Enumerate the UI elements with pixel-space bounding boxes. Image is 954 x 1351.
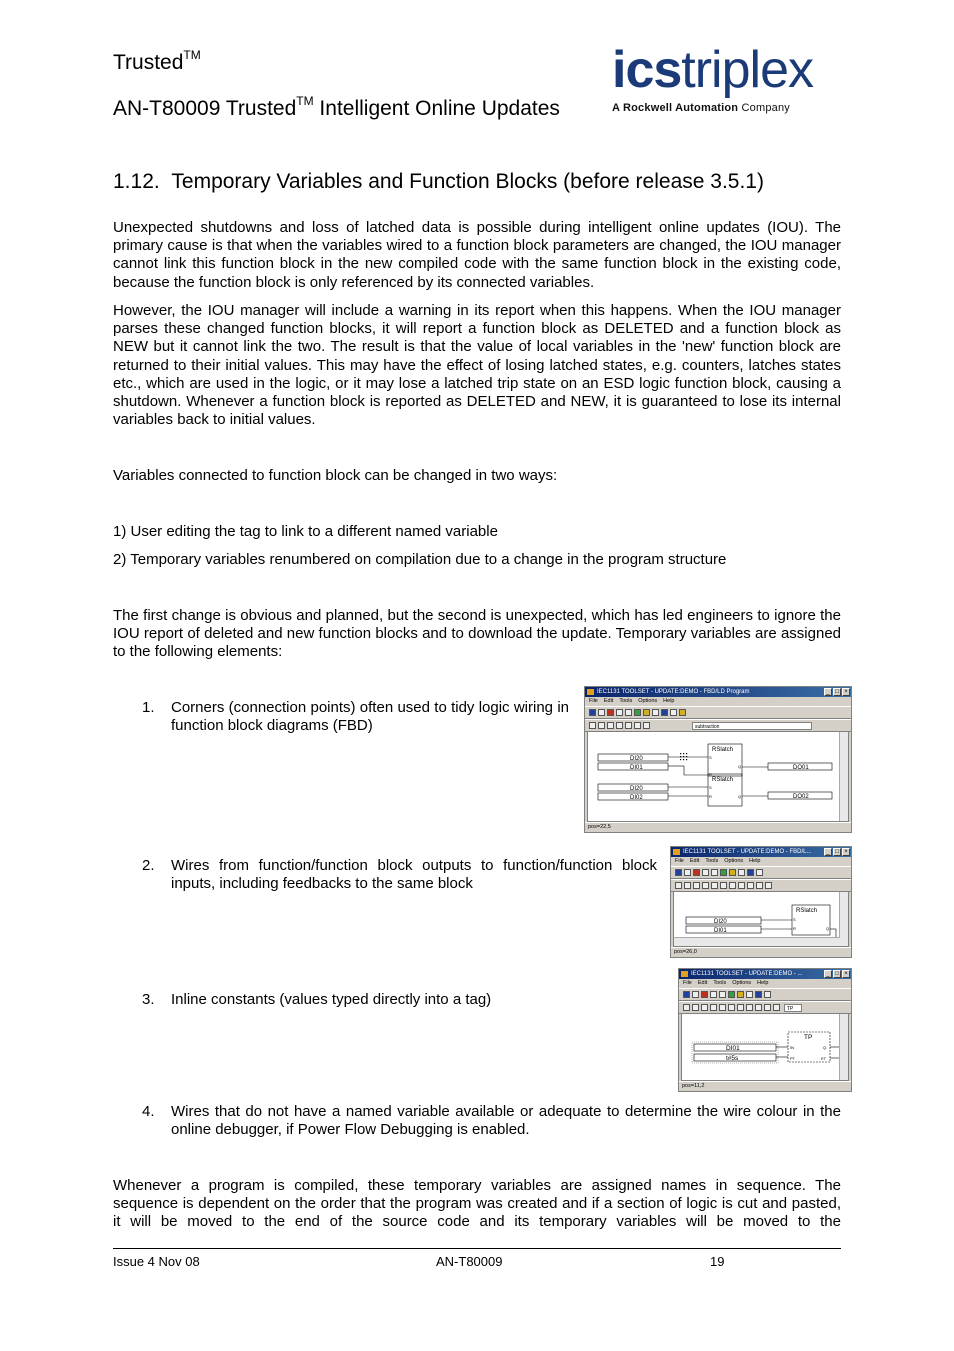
minimize-icon: _ [824, 688, 832, 696]
corner-icon [634, 722, 641, 729]
screenshot-fbd-wires [670, 846, 852, 958]
link-icon [711, 882, 718, 889]
label-di20-a: DI20 [630, 756, 643, 762]
logo-sub-main: A Rockwell Automation [612, 102, 739, 114]
menu-bar [585, 697, 851, 706]
vertical-scrollbar [839, 892, 848, 946]
menu-tools: Tools [619, 698, 633, 704]
close-icon: × [842, 848, 850, 856]
return-icon [747, 882, 754, 889]
list-item-2-text: Wires from function/function block outputs to function/function block inputs, including feedbacks to the same block [171, 857, 657, 893]
fbd-diagram-3 [682, 1014, 849, 1081]
maximize-icon: □ [833, 688, 841, 696]
list-item-4-text: Wires that do not have a named variable available or adequate to determine the wire colour in the online debugger, if Power Flow Debugging is enabled. [171, 1103, 841, 1139]
paragraph-7: Whenever a program is compiled, these temporary variables are assigned names in sequence. The sequence is dependent on the order that the program was created and if a section of logic is cut and pasted, it will be moved to the end of the source code and its temporary variables will be moved to the [113, 1177, 841, 1231]
status-bar: pos=11,2 [679, 1081, 851, 1091]
minimize-icon: _ [824, 970, 832, 978]
footer-issue: Issue 4 Nov 08 [113, 1254, 200, 1269]
menu-options: Options [638, 698, 658, 704]
block-type-combo: subtraction [692, 722, 812, 730]
copy-icon [702, 869, 709, 876]
label-di01: DI01 [714, 928, 727, 934]
select-icon [683, 1004, 690, 1011]
paste-icon [719, 991, 726, 998]
grid-icon [764, 991, 771, 998]
contact-icon [764, 1004, 771, 1011]
label-s-2: S [709, 785, 712, 790]
label-do01: DO01 [793, 765, 809, 771]
label-q-2: Q [738, 794, 742, 799]
jump-icon [729, 882, 736, 889]
window-title-bar: IEC1131 TOOLSET - UPDATE:DEMO - FBD/L... _ □ × [671, 847, 851, 857]
label-di02: DI02 [630, 795, 643, 801]
select-icon [675, 882, 682, 889]
maximize-icon: □ [833, 848, 841, 856]
corner-icon [720, 882, 727, 889]
menu-edit: Edit [689, 858, 700, 864]
fbd-diagram-1 [588, 732, 842, 815]
label-s: S [793, 917, 796, 922]
save-icon [692, 991, 699, 998]
save-icon [598, 709, 605, 716]
app-icon [587, 689, 594, 695]
label-icon [746, 1004, 753, 1011]
fbd-canvas [673, 891, 849, 947]
menu-help: Help [749, 858, 761, 864]
app-icon [673, 849, 680, 855]
variable-icon [693, 882, 700, 889]
block-icon [684, 882, 691, 889]
compile-icon [720, 869, 727, 876]
variable-icon [607, 722, 614, 729]
debug-icon [729, 869, 736, 876]
block-icon [692, 1004, 699, 1011]
new-icon [683, 991, 690, 998]
logo-sub-company: Company [741, 102, 790, 114]
link-icon [625, 722, 632, 729]
label-di20: DI20 [714, 919, 727, 925]
copy-icon [616, 709, 623, 716]
paragraph-1: Unexpected shutdowns and loss of latched data is possible during intelligent online updates (IOU). The primary cause is that when the variables wired to a function block parameters are changed, the IOU manager cannot link this function block in the new compiled code with the same function block in the existing code, because the function block is only referenced by its connected variables. [113, 219, 841, 291]
status-bar: pos=26,0 [671, 947, 851, 957]
toolbar-1 [585, 706, 851, 719]
close-icon: × [842, 970, 850, 978]
label-r: R [793, 926, 796, 931]
menu-tools: Tools [705, 858, 719, 864]
new-icon [675, 869, 682, 876]
menu-help: Help [757, 980, 769, 986]
cut-icon [701, 991, 708, 998]
new-icon [589, 709, 596, 716]
zoom-icon [755, 991, 762, 998]
footer-rule [113, 1248, 841, 1249]
paragraph-2: However, the IOU manager will include a warning in its report when this happens. When the IOU manager parses these changed function blocks, it will report a function block as DELETED and a function block as NEW but it cannot link the two. The result is that the value of local variables in the 'new' function block are returned to their initial values. This may have the effect of losing latched states, e.g. counters, latches states etc., which are used in the logic, or it may lose a latched trip state on an ESD logic function block, causing a shutdown. Whenever a function block is reported as DELETED and NEW, it is guaranteed to lose its internal variables back to initial values. [113, 302, 841, 429]
jump-icon [737, 1004, 744, 1011]
label-s-1: S [709, 755, 712, 760]
menu-options: Options [732, 980, 752, 986]
compile-icon [728, 991, 735, 998]
paragraph-5: 2) Temporary variables renumbered on compilation due to a change in the program structure [113, 551, 727, 568]
label-tp: TP [804, 1034, 813, 1041]
window-title-bar: IEC1131 TOOLSET - UPDATE:DEMO - FBD/LD Program _ □ × [585, 687, 851, 697]
paste-icon [711, 869, 718, 876]
vertical-scrollbar [839, 1014, 848, 1080]
list-item-3-number: 3. [142, 991, 155, 1008]
label-di01: DI01 [726, 1045, 740, 1052]
compile-icon [634, 709, 641, 716]
menu-edit: Edit [603, 698, 614, 704]
list-item-4-number: 4. [142, 1103, 155, 1120]
save-icon [684, 869, 691, 876]
label-rslatch-1: RSlatch [712, 747, 734, 753]
label-q: Q [826, 926, 830, 931]
company-logo [612, 41, 846, 114]
comment-icon [710, 1004, 717, 1011]
window-title-bar: IEC1131 TOOLSET - UPDATE:DEMO - ... _ □ × [679, 969, 851, 979]
label-q-1: Q [738, 764, 742, 769]
menu-options: Options [724, 858, 744, 864]
horizontal-scrollbar [674, 937, 840, 946]
minimize-icon: _ [824, 848, 832, 856]
coil-icon [773, 1004, 780, 1011]
label-r-2: R [709, 794, 712, 799]
footer-doc: AN-T80009 [436, 1254, 503, 1269]
maximize-icon: □ [833, 970, 841, 978]
toolbar-1 [679, 988, 851, 1001]
fbd-canvas [681, 1013, 849, 1081]
fbd-canvas [587, 731, 849, 822]
list-item-1-number: 1. [142, 699, 155, 716]
label-rslatch: RSlatch [796, 908, 818, 914]
label-do02: DO02 [793, 794, 809, 800]
menu-file: File [683, 980, 692, 986]
cut-icon [607, 709, 614, 716]
screenshot-inline-constants [678, 968, 852, 1092]
logo-triplex: triplex [681, 41, 814, 99]
toolbar-1 [671, 866, 851, 879]
status-bar: pos=22,5 [585, 822, 851, 832]
section-heading: 1.12. Temporary Variables and Function Blocks (before release 3.5.1) [113, 170, 764, 193]
close-icon: × [842, 688, 850, 696]
list-item-3-text: Inline constants (values typed directly into a tag) [171, 991, 492, 1008]
return-icon [755, 1004, 762, 1011]
paragraph-3: Variables connected to function block can be changed in two ways: [113, 467, 558, 484]
list-item-2-number: 2. [142, 857, 155, 874]
undo-icon [652, 709, 659, 716]
label-q: Q [823, 1045, 827, 1050]
zoom-icon [661, 709, 668, 716]
header-brand: Trusted™ [113, 48, 201, 74]
block-type-combo: TP [784, 1004, 802, 1012]
cut-icon [693, 869, 700, 876]
undo-icon [746, 991, 753, 998]
grid-icon [670, 709, 677, 716]
undo-icon [738, 869, 745, 876]
comment-icon [616, 722, 623, 729]
paragraph-4: 1) User editing the tag to link to a different named variable [113, 523, 498, 540]
label-di20-b: DI20 [630, 786, 643, 792]
label-di01: DI01 [630, 765, 643, 771]
select-icon [589, 722, 596, 729]
paste-icon [625, 709, 632, 716]
label-rslatch-2: RSlatch [712, 777, 734, 783]
label-pt: PT [790, 1056, 796, 1061]
menu-file: File [589, 698, 598, 704]
debug-icon [737, 991, 744, 998]
copy-icon [710, 991, 717, 998]
menu-help: Help [663, 698, 675, 704]
app-icon [681, 971, 688, 977]
menu-file: File [675, 858, 684, 864]
block-icon [598, 722, 605, 729]
corner-icon [728, 1004, 735, 1011]
label-in: IN [790, 1045, 794, 1050]
label-r-1: R [709, 772, 712, 777]
menu-tools: Tools [713, 980, 727, 986]
logo-ics: ics [612, 41, 682, 99]
contact-icon [756, 882, 763, 889]
debug-icon [643, 709, 650, 716]
coil-icon [765, 882, 772, 889]
zoom-icon [747, 869, 754, 876]
menu-edit: Edit [697, 980, 708, 986]
header-doc-title: AN-T80009 Trusted™ Intelligent Online Updates [113, 94, 560, 120]
print-icon [679, 709, 686, 716]
label-icon [738, 882, 745, 889]
label-t5s: t#5s [726, 1055, 739, 1062]
list-item-1-text: Corners (connection points) often used to tidy logic wiring in function block diagrams (FBD) [171, 699, 569, 735]
link-icon [719, 1004, 726, 1011]
label-et: ET [821, 1056, 827, 1061]
menu-bar [679, 979, 851, 988]
paragraph-6: The first change is obvious and planned, but the second is unexpected, which has led engineers to ignore the IOU report of deleted and new function blocks and to download the update. Temporary variables are assigned to the following elements: [113, 607, 841, 661]
comment-icon [702, 882, 709, 889]
variable-icon [701, 1004, 708, 1011]
grid-icon [756, 869, 763, 876]
screenshot-fbd-corners [584, 686, 852, 833]
footer-page-number: 19 [710, 1254, 725, 1269]
menu-bar [671, 857, 851, 866]
jump-icon [643, 722, 650, 729]
vertical-scrollbar [839, 732, 848, 821]
